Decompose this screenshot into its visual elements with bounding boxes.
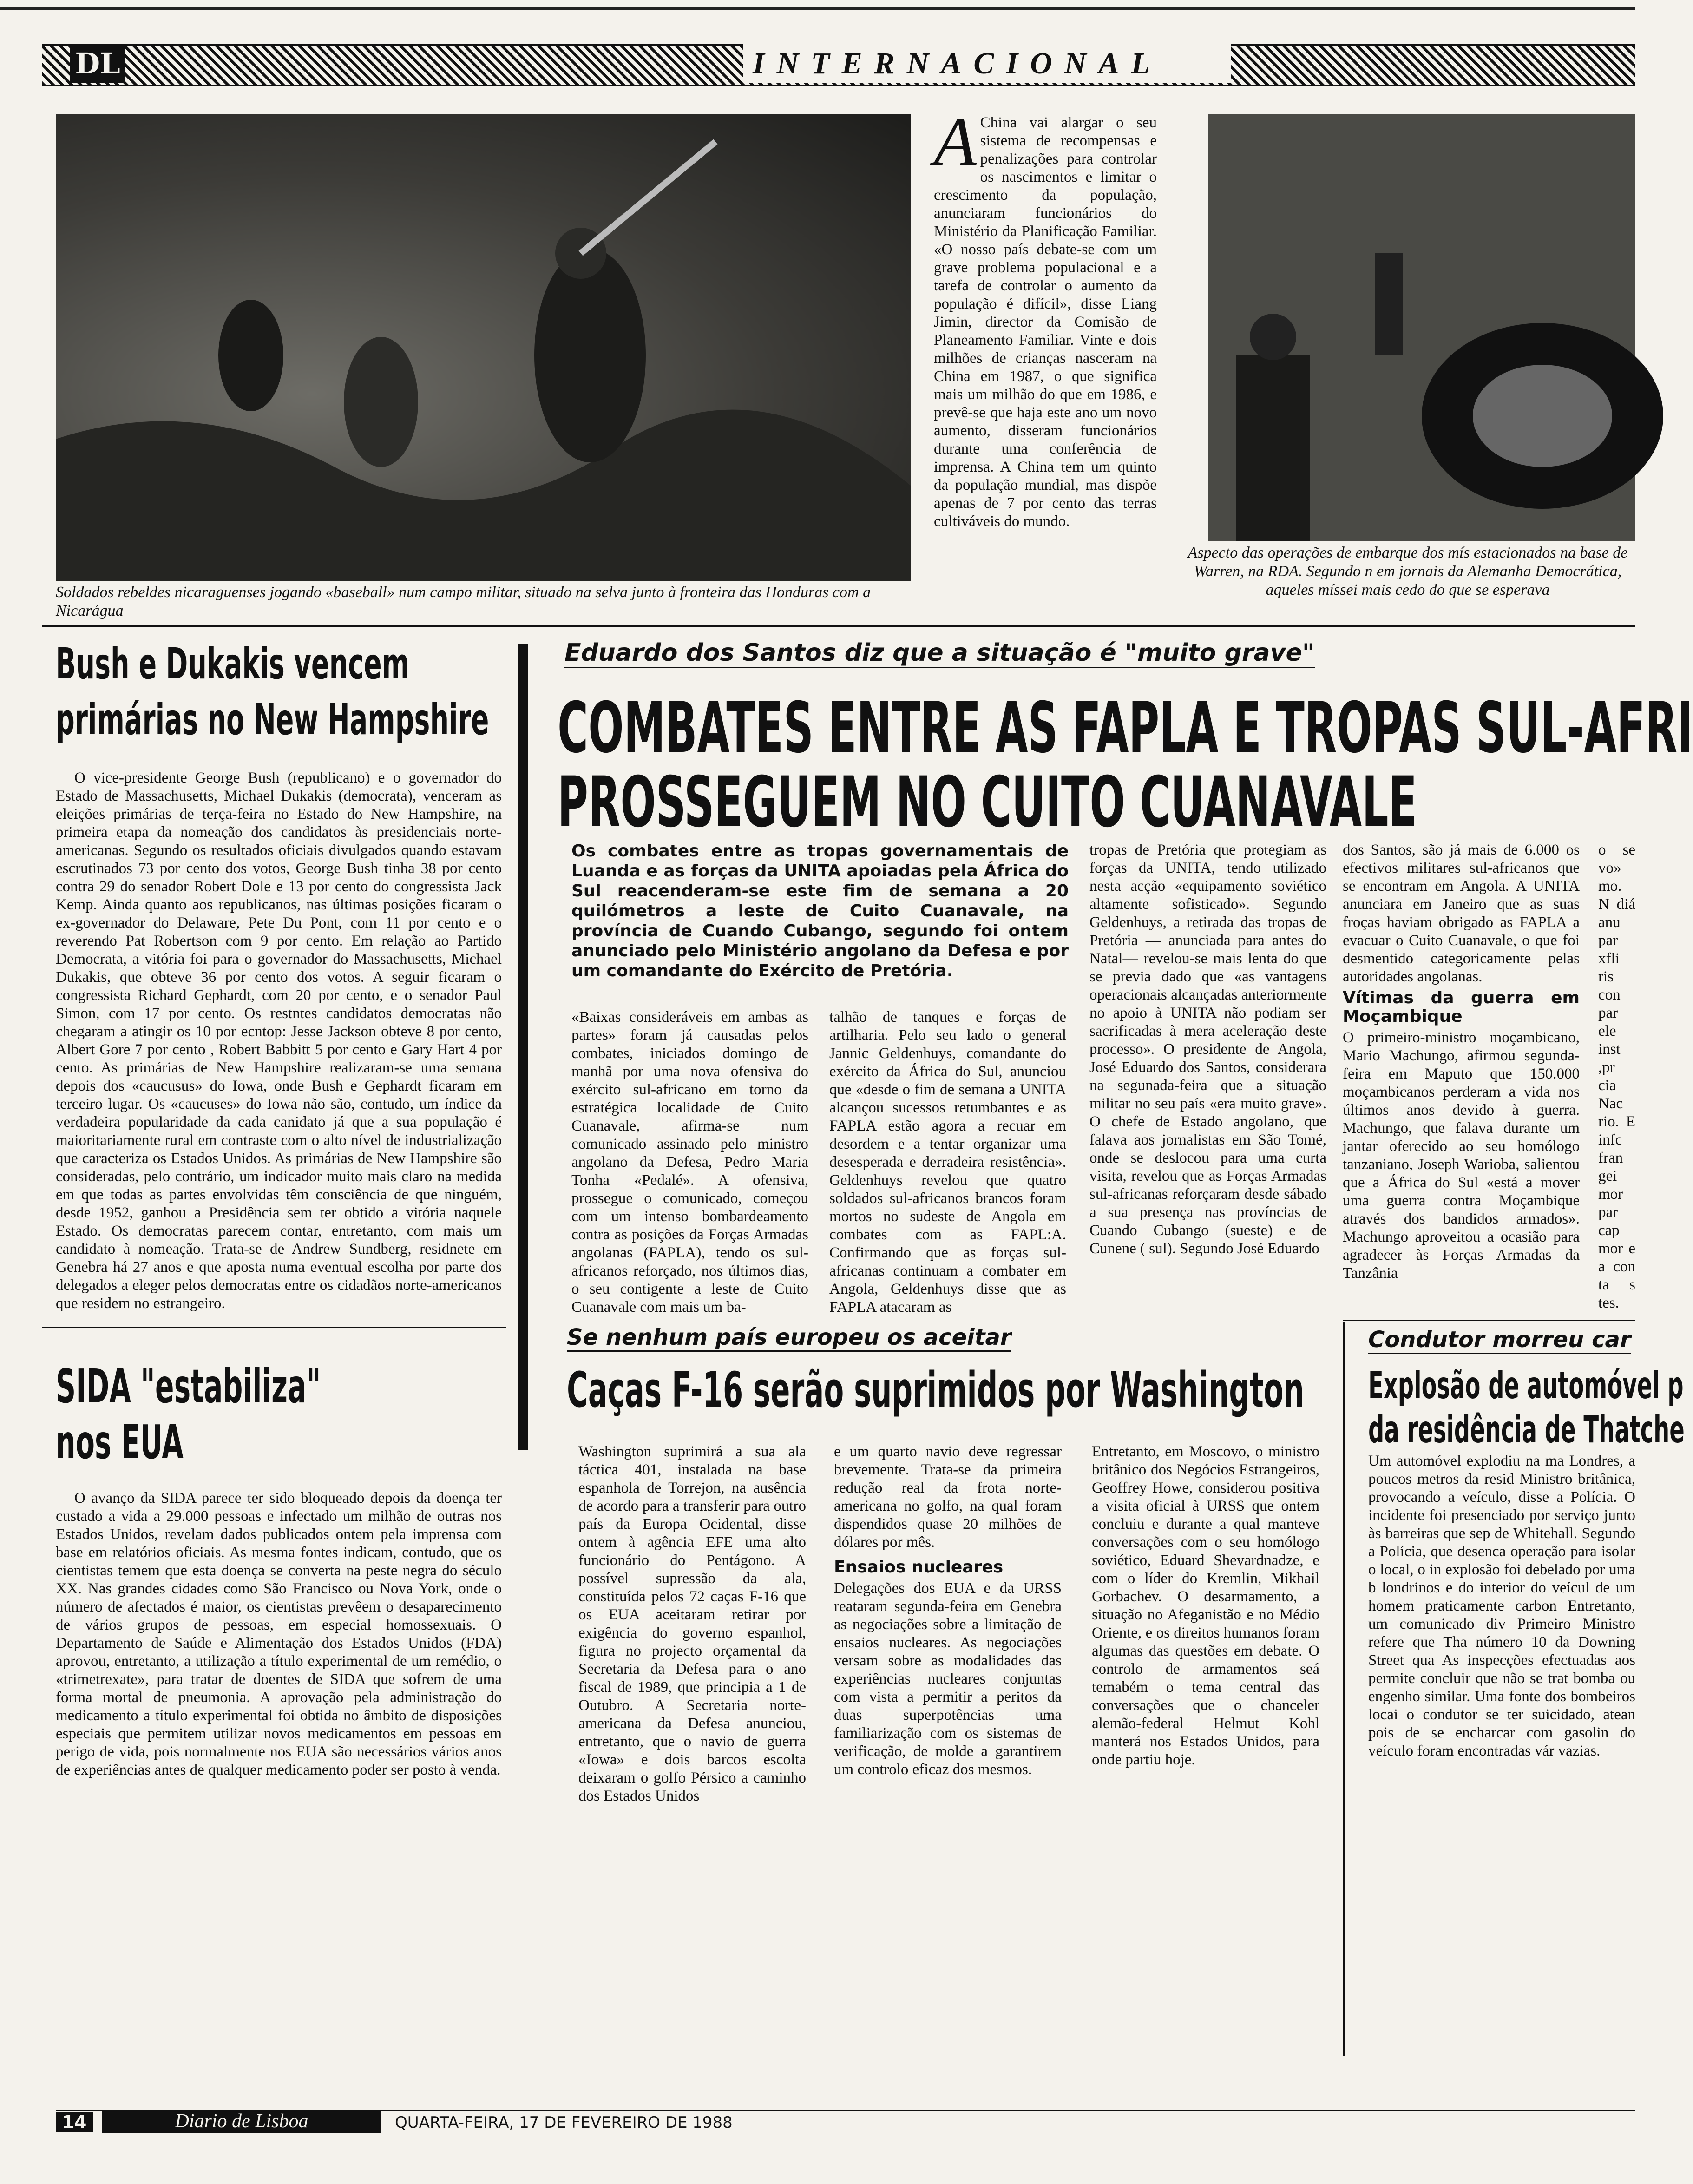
divider-rule bbox=[42, 625, 1635, 627]
sida-headline-line2: nos EUA bbox=[56, 1415, 184, 1469]
f16-kicker: Se nenhum país europeu os aceitar bbox=[567, 1324, 1011, 1352]
thatcher-side-rule bbox=[1343, 1322, 1345, 2056]
photo-illustration bbox=[56, 114, 911, 581]
newspaper-logo: DL bbox=[70, 44, 125, 83]
thatcher-kicker: Condutor morreu car bbox=[1368, 1327, 1631, 1354]
sida-headline-line1: SIDA "estabiliza" bbox=[56, 1359, 321, 1414]
china-dropcap: A bbox=[934, 103, 977, 180]
thatcher-headline-line1: Explosão de automóvel p bbox=[1368, 1364, 1684, 1407]
bush-body-text: O vice-presidente George Bush (republicano) e o governador do Estado de Massachusetts, Michael Dukakis (democrata), venceram as eleições primárias de terça-feira no Estado do New Hampshire, na primeira etapa da nomeação dos candidatos às presidenciais norte-americanas. Segundo os resultados oficiais divulgados quando estavam escrutinados 73 por cento dos votos, George Bush tinha 38 por cento contra 29 do senador Robert Dole e 13 por cento do congressista Jack Kemp. Ainda quanto aos republicanos, nas últimas posições ficaram o ex-governador do Delaware, Pete Du Pont, com 11 por cento e o reverendo Pat Robertson com 9 por cento. Em relação ao Partido Democrata, a vitória foi para o governador do Massachusetts, Michael Dukakis, que obteve 36 por cento dos votos. A seguir ficaram o congressista Richard Gephardt, com 20 por cento, e o senador Paul Simon, com 17 por cento. Os restntes candidatos democratas não chegaram a atingir os 10 por ecntop: Jesse Jackson obteve 8 por cento, Albert Gore 7 por cento , Robert Babbitt 5 por cento e Gary Hart 4 por cento. As primárias de New Hampshire realizaram-se uma semana depois dos «caucusus» do Iowa, onde Bush e Gephardt ficaram em terceiro lugar. Os «caucuses» do Iowa não são, contudo, um índice da verdadeira popularidade da cada canidato já que a sua população é maioritariamente rural em contraste com o alto nível de industrialização que caracteriza os Estados Unidos. As primárias de New Hampshire são consideradas, pelo contrário, um indicador muito mais claro na medida em que todas as partes envolvidas têm consciência de que ninguém, desde 1952, ganhou a Presidência sem ter obtido a vitória naquele Estado. Os democratas parecem contar, entretanto, com mais um candidato à nomeação. Trata-se de Andrew Sundberg, residnete em Genebra há 27 anos e que aposta numa eventual escolha por parte dos delegados a eleger pelos democratas entre os cidadãos norte-americanos que residem no estrangeiro. bbox=[56, 770, 502, 1312]
photo1-caption: Soldados rebeldes nicaraguenses jogando «baseball» num campo militar, situado na selva junto à fronteira das Honduras com a Nicarágua bbox=[56, 584, 871, 619]
top-rule bbox=[0, 7, 1635, 10]
angola-kicker: Eduardo dos Santos diz que a situação é "muito grave" bbox=[564, 639, 1315, 668]
publication-date: QUARTA-FEIRA, 17 DE FEVEREIRO DE 1988 bbox=[395, 2113, 733, 2132]
f16-col2 bbox=[834, 1443, 1062, 1779]
angola-col5-cut: o se vo» mo. N diá anu par xfli ris con par ele inst ,pr cia Nac rio. E infc fran gei mor par cap mor e a con ta s tes. bbox=[1598, 842, 1635, 1311]
f16-headline: Caças F-16 serão suprimidos por Washington bbox=[567, 1362, 1305, 1418]
vertical-bar bbox=[518, 644, 528, 1450]
angola-col2: talhão de tanques e forças de artilharia. Pelo seu lado o general Jannic Geldenhuys, comandante do exército da África do Sul, anunciou que «desde o fim de semana a UNITA alcançou sucessos retumbantes e as FAPLA estão agora a recuar em desordem e a tentar organizar uma desesperada e derradeira resistência». Geldenhuys revelou que quatro soldados sul-africanos brancos foram mortos no sudeste de Angola em combates com as FAPL:A. Confirmando que as forças sul-africanas continuam a combater em Angola, Geldenhuys disse que as FAPLA atacaram as bbox=[829, 1009, 1066, 1316]
thatcher-headline-line2: da residência de Thatche bbox=[1368, 1408, 1685, 1451]
sida-article-body bbox=[56, 1489, 502, 1779]
f16-col1: Washington suprimirá a sua ala táctica 401, instalada na base espanhola de Torrejon, na ausência de acordo para a transferir para outro país da Europa Ocidental, disse ontem à agência EFE uma alto funcionário do Pentágono. A possível supressão da ala, constituída pelos 72 caças F-16 que os EUA aceitaram retirar por exigência do governo espanhol, figura no projecto orçamental da Secretaria da Defesa para o ano fiscal de 1989, que principia a 1 de Outubro. A Secretaria norte-americana da Defesa anunciou, entretanto, que o navio de guerra «Iowa» e dois barcos escolta deixaram o golfo Pérsico a caminho dos Estados Unidos bbox=[578, 1443, 806, 1804]
divider-left bbox=[42, 1327, 506, 1328]
photo2-illustration bbox=[1208, 114, 1635, 541]
china-article bbox=[934, 103, 1157, 531]
thatcher-body: Um automóvel explodiu na ma Londres, a poucos metros da resid Ministro britânica, provocando a veículo, disse a Polícia. O incidente foi presenciado por serviço junto às barreiras que sep de Whitehall. Segundo a Polícia, que desenca operação para isolar o local, o in explosão foi debelado por uma b londrinos e do interior do veícul de um homem praticamente carbon Entretanto, um comunicado div Primeiro Ministro refere que Tha número 10 da Downing Street qua As inspecções efectuadas aos permite concluir que não se trat bomba ou engenho similar. Uma fonte dos bombeiros locai o condutor se ter suicidado, atean pois de se encharcar com gasolin do veículo foram encontradas vár vazias. bbox=[1368, 1453, 1635, 1759]
f16-col2b-text: Delegações dos EUA e da URSS reataram segunda-feira em Genebra as negociações sobre a limitação de ensaios nucleares. As negociações versam sobre as modalidades das experiências nucleares conjuntas com vista a permitir a peritos da duas superpotências uma familiarização com os sistemas de verificação, de molde a garantirem um controlo eficaz dos mesmos. bbox=[834, 1580, 1062, 1778]
thatcher-top-rule bbox=[1343, 1320, 1635, 1321]
paper-name: Diario de Lisboa bbox=[102, 2110, 381, 2133]
china-text: China vai alargar o seu sistema de recompensas e penalizações para controlar os nascimentos e limitar o crescimento da população, anunciaram funcionários do Ministério da Planificação Familiar. «O nosso país debate-se com um grave problema populacional e a tarefa de controlar o aumento da população é difícil», disse Liang Jimin, director da Comisão de Planeamento Familiar. Vinte e dois milhões de crianças nasceram na China em 1987, o que significa mais um milhão do que em 1986, e prevê-se que haja este ano um novo aumento, disseram funcionários durante uma conferência de imprensa. A China tem um quinto da população mundial, mas dispõe apenas de 7 por cento das terras cultiváveis do mundo. bbox=[934, 114, 1157, 530]
page-number: 14 bbox=[56, 2112, 93, 2132]
photo-missile-loading bbox=[1208, 114, 1635, 541]
angola-col4b-text: O primeiro-ministro moçambicano, Mario Machungo, afirmou segunda-feira em Maputo que 150.000 moçambicanos perderam a vida nos últimos anos devido à guerra. Machungo, que falava durante um jantar oferecido ao seu homólogo tanzaniano, Joseph Warioba, salientou que a África do Sul «está a mover uma guerra contra Moçambique através dos bandidos armados». Machungo aproveitou a ocasião para agradecer às Forças Armadas da Tanzânia bbox=[1343, 1029, 1580, 1282]
angola-lead: Os combates entre as tropas governamentais de Luanda e as forças da UNITA apoiadas pela África do Sul reacenderam-se este fim de semana a 20 quilómetros a leste de Cuito Cuanavale, na província de Cuando Cubango, segundo foi ontem anunciado pelo Ministério angolano da Defesa e por um comandante do Exército de Pretória. bbox=[571, 842, 1069, 980]
angola-headline-line1: COMBATES ENTRE AS FAPLA E TROPAS SUL-AFRI bbox=[558, 688, 1693, 769]
nuclear-subhead: Ensaios nucleares bbox=[834, 1558, 1004, 1577]
f16-col3: Entretanto, em Moscovo, o ministro britânico dos Negócios Estrangeiros, Geoffrey Howe, considerou positiva a visita oficial à URSS que ontem concluiu e durante a qual manteve conversações com o seu homólogo soviético, Eduard Shevardnadze, e com o líder do Kremlin, Mikhail Gorbachev. O desarmamento, a situação no Afeganistão e no Médio Oriente, e os direitos humanos foram algumas das questões em debate. O controlo de armamentos seá temabém o tema central das conversações que o chanceler alemão-federal Helmut Kohl manterá nos Estados Unidos, para onde partiu hoje. bbox=[1092, 1443, 1319, 1768]
angola-headline-line2: PROSSEGUEM NO CUITO CUANAVALE bbox=[558, 762, 1417, 843]
photo2-caption: Aspecto das operações de embarque dos mís estacionados na base de Warren, na RDA. Segundo n em jornais da Alemanha Democrática, aqueles míssei mais cedo do que se esperava bbox=[1188, 544, 1628, 599]
section-title: INTERNACIONAL bbox=[743, 44, 1231, 83]
sida-body-text: O avanço da SIDA parece ter sido bloqueado depois da doença ter custado a vida a 29.000 pessoas e infectado um milhão de outras nos Estados Unidos, revelam dados publicados ontem pela imprensa com base em relatórios oficiais. As mesma fontes indicam, contudo, que os cientistas temem que esta doença se converta na peste negra do século XX. Nas grandes cidades como São Francisco ou Nova York, onde o número de afectados é maior, os cientistas prevêem o desaparecimento de vários grupos de pessoas, em especial homossexuais. O Departamento de Saúde e Alimentação dos Estados Unidos (FDA) aprovou, entretanto, a utilização a título experimental de um remédio, o «trimetrexate», para tratar de doentes de SIDA que sofrem de uma forma mortal de pneumonia. A aprovação pela administração do medicamento a título experimental foi obtida no âmbito de disposições especiais que permitem utilizar novos medicamentos em pessoas em perigo de vida, pois normalmente nos EUA são necessários vários anos de experiências antes de qualquer medicamento poder ser posto à venda. bbox=[56, 1490, 502, 1778]
bush-article-body bbox=[56, 769, 502, 1313]
bush-headline-line2: primárias no New Hampshire bbox=[56, 695, 489, 744]
angola-col1: «Baixas consideráveis em ambas as partes» foram já causadas pelos combates, iniciados domingo de manhã por uma nova ofensiva do exército sul-africano em torno da estratégica localidade de Cuito Cuanavale, afirma-se num comunicado assinado pelo ministro angolano da Defesa, Pedro Maria Tonha «Pedalé». A ofensiva, prossegue o comunicado, começou com um intenso bombardeamento contra as posições da Forças Armadas angolanas (FAPLA), tendo os sul-africanos reforçado, nos últimos dias, o seu contigente a leste de Cuito Cuanavale com mais um ba- bbox=[571, 1009, 808, 1316]
bush-headline-line1: Bush e Dukakis vencem bbox=[56, 639, 410, 689]
f16-col2-text: e um quarto navio deve regressar brevemente. Trata-se da primeira redução real da frota norte-americana no golfo, na qual foram dispendidos quase 20 milhões de dólares por mês. bbox=[834, 1443, 1062, 1551]
angola-col4 bbox=[1343, 841, 1580, 1283]
angola-col4-text: dos Santos, são já mais de 6.000 os efectivos militares sul-africanos que se encontram em Angola. A UNITA anunciara em Janeiro que as suas froças haviam obrigado as FAPLA a evacuar o Cuito Cuanavale, o que foi desmentido categoricamente pelas autoridades angolanas. bbox=[1343, 842, 1580, 985]
photo-nicaraguan-soldiers bbox=[56, 114, 911, 581]
mozambique-subhead: Vítimas da guerra em Moçambique bbox=[1343, 988, 1580, 1026]
angola-col3: tropas de Pretória que protegiam as forças da UNITA, tendo utilizado nesta acção «equipamento soviético altamente sofisticado». Segundo Geldenhuys, a retirada das tropas de Pretória — anunciada para antes do Natal— revelou-se mais lenta do que se previa dado que «as vantagens operacionais alcançadas anteriormente no apoio à UNITA não podiam ser sacrificadas à mera aceleração deste processo». O presidente de Angola, José Eduardo dos Santos, considerara na segunada-feira que a situação militar no seu país «era muito grave». O chefe de Estado angolano, que falava aos jornalistas em São Tomé, onde se deslocou para uma curta visita, revelou que as Forças Armadas sul-africanas reforçaram desde sábado a sua presença nas províncias de Cuando Cubango (sueste) e de Cunene ( sul). Segundo José Eduardo bbox=[1089, 842, 1326, 1257]
